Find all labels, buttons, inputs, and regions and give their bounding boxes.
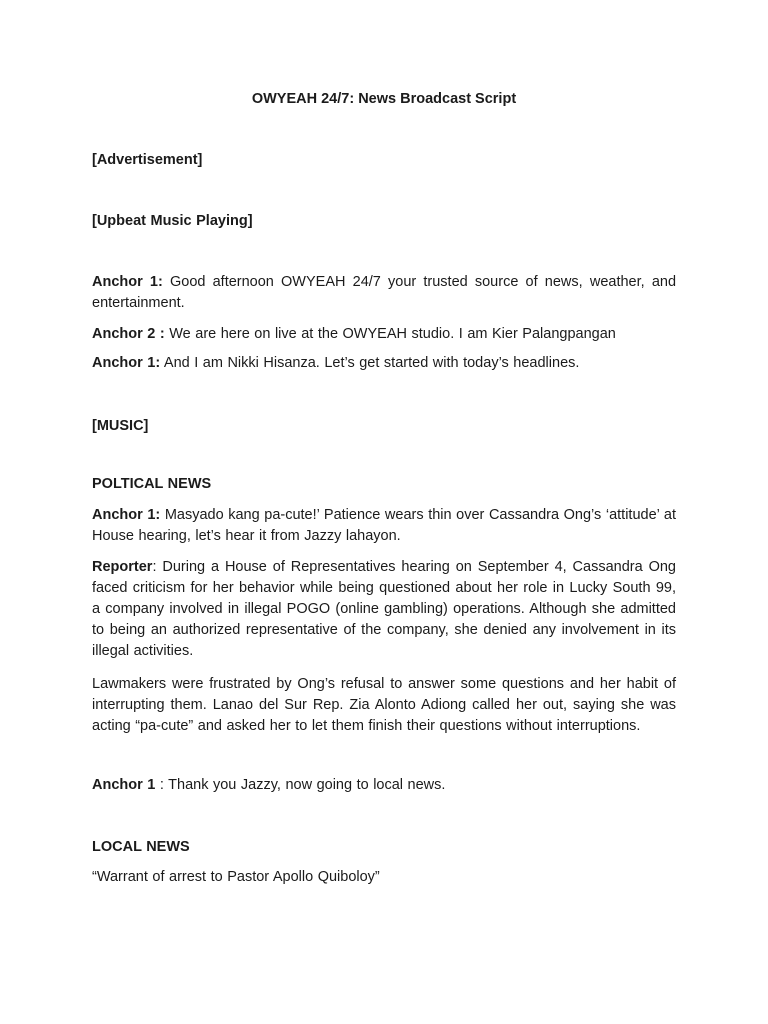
dialogue-text: Masyado kang pa-cute!’ Patience wears thin over Cassandra Ong’s ‘attitude’ at House hearing, let’s hear it from Jazzy lahayon. [92,507,676,544]
dialogue-text: Good afternoon OWYEAH 24/7 your trusted source of news, weather, and entertainment. [92,274,677,311]
dialogue-anchor1-intro [92,272,676,314]
dialogue-anchor1-political-lead [92,505,676,547]
dialogue-anchor1-outro [92,775,676,796]
dialogue-text: : During a House of Representatives hearing on September 4, Cassandra Ong faced criticism for her behavior while being questioned about her role in Lucky South 99, a company involved in illegal POGO (online gambling) operations. Although she admitted to being an authorized representative of the company, she denied any involvement in its illegal activities. [92,559,676,659]
dialogue-text: : Thank you Jazzy, now going to local news. [155,777,446,793]
dialogue-anchor1-headlines [92,353,676,374]
speaker-label: Anchor 1: [92,507,161,523]
speaker-label: Anchor 1 [92,777,156,793]
local-news-headline: “Warrant of arrest to Pastor Apollo Quiboloy” [92,869,380,885]
speaker-label: Anchor 1: [92,274,163,290]
speaker-label: Reporter [92,559,153,575]
speaker-label: Anchor 1: [92,355,161,371]
reporter-paragraph [92,557,676,662]
speaker-label: Anchor 2 : [92,326,165,342]
section-heading-political-news: POLTICAL NEWS [92,476,212,492]
script-title: OWYEAH 24/7: News Broadcast Script [251,91,517,107]
dialogue-text: And I am Nikki Hisanza. Let’s get started with today’s headlines. [160,355,580,371]
stage-direction-music: [MUSIC] [92,418,149,434]
stage-direction-advertisement: [Advertisement] [92,152,203,168]
dialogue-anchor2-intro [92,324,676,345]
reporter-paragraph-continued: Lawmakers were frustrated by Ong’s refusal to answer some questions and her habit of interrupting them. Lanao del Sur Rep. Zia Alonto Adiong called her out, saying she was acting “pa-cute” and asked her to let them finish their questions without interruptions. [92,676,676,734]
stage-direction-upbeat-music: [Upbeat Music Playing] [92,213,253,229]
dialogue-text: We are here on live at the OWYEAH studio. I am Kier Palangpangan [164,326,616,342]
section-heading-local-news: LOCAL NEWS [92,839,190,855]
